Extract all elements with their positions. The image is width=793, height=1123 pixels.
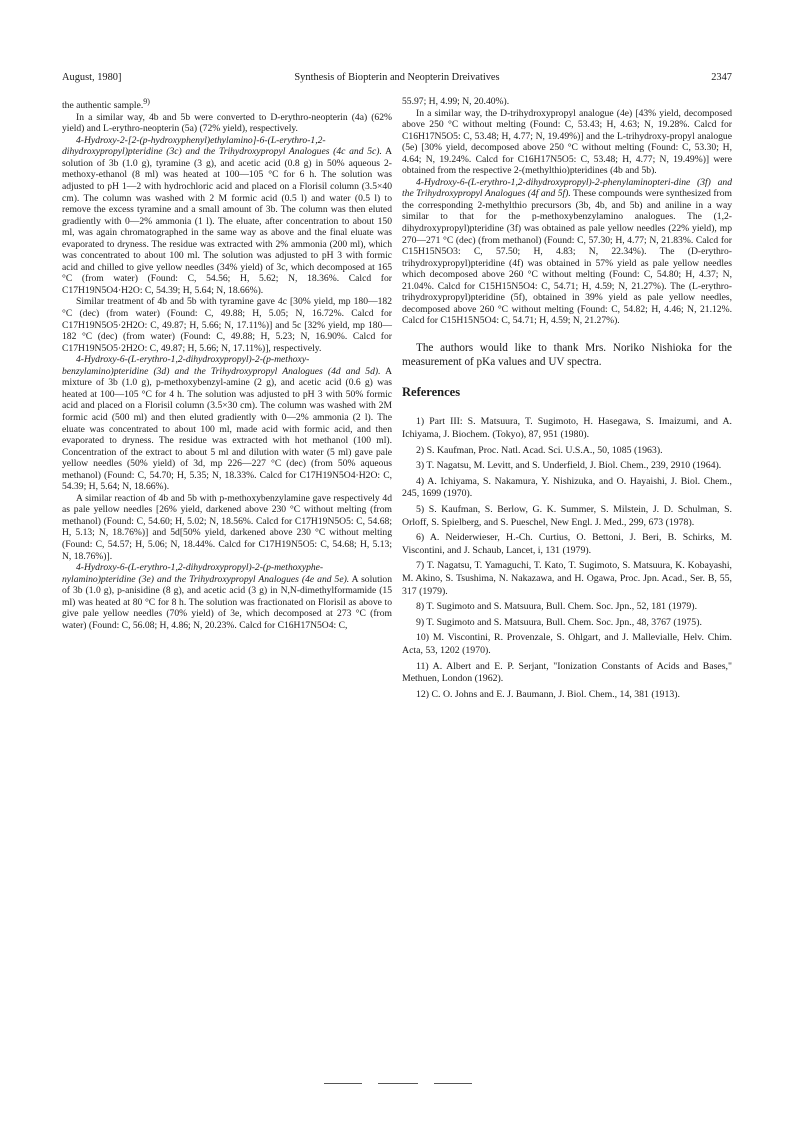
footnote-ref: 9): [143, 97, 150, 106]
reference-item: 11) A. Albert and E. P. Serjant, "Ionization Constants of Acids and Bases," Methuen, London (1962).: [402, 660, 732, 685]
references-heading: References: [402, 384, 461, 399]
running-header: [62, 72, 732, 88]
reference-item: 2) S. Kaufman, Proc. Natl. Acad. Sci. U.S.A., 50, 1085 (1963).: [416, 444, 663, 456]
reference-item: 7) T. Nagatsu, T. Yamaguchi, T. Kato, T. Sugimoto, S. Matsuura, K. Kobayashi, M. Akino, S. Tsushima, N. Nakazawa, and H. Ogawa, Proc. Jpn. Acad., Ser. B, 55, 317 (1979).: [402, 560, 732, 597]
paragraph: In a similar way, 4b and 5b were converted to D-erythro-neopterin (4a) (62% yield) and L-erythro-neopterin (5a) (72% yield), respectively.: [62, 111, 392, 135]
paragraph: In a similar way, the D-trihydroxypropyl analogue (4e) [43% yield, decomposed above 250 °C without melting (Found: C, 53.43; H, 4.63; N, 19.28%. Calcd for C16H17N5O5: C, 53.48; H, 4.77; N, 19.49%)] and the L-trihydroxy-propyl analogue (5e) [30% yield, decomposed above 250 °C without melting (Found: C, 53.30; H, 4.64; N, 19.24%. Calcd for C16H17N5O5: C, 53.48; H, 4.77; N, 19.49%)] were obtained from the respective 2-(methylthio)pteridines (4b and 5b).: [402, 107, 732, 177]
reference-item: 6) A. Neiderwieser, H.-Ch. Curtius, O. Bettoni, J. Beri, B. Schirks, M. Viscontini, and J. Schaub, Lancet, i, 131 (1979).: [402, 532, 732, 556]
reference-item: 5) S. Kaufman, S. Berlow, G. K. Summer, S. Milstein, J. D. Schulman, S. Orloff, S. Spielberg, and S. Pueschel, New Engl. J. Med., 299, 673 (1978).: [402, 504, 732, 528]
section-heading: 4-Hydroxy-6-(L-erythro-1,2-dihydroxypropyl)-2-phenylaminopteri-dine (3f) and the Trihydroxypropyl Analogues (4f and 5f).: [402, 176, 732, 200]
page-number: 2347: [711, 72, 732, 83]
paragraph: 4-Hydroxy-6-(L-erythro-1,2-dihydroxypropyl)-2-(p-methoxy-benzylamino)pteridine (3d) and the Trihydroxypropyl Analogues (4d and 5d). A mixture of 3b (1.0 g), p-methoxybenzyl-amine (2 g), and acetic acid (0.6 g) was heated at 100—105 °C for 4 h. The solution was adjusted to pH 3 with 50% formic acid and placed on a Florisil column (3.5×30 cm). The column was washed with 2M formic acid (500 ml) and then eluted gradiently with 0—2% ammonia (2 l). The eluate was concentrated to about 100 ml, made acid with formic acid, and then evaporated to dryness. The residue was extracted with hot methanol (100 ml). Concentration of the extract to about 5 ml and dilution with water (5 ml) gave pale yellow needles (50% yield) of 3d, mp 226—227 °C (dec) (from 50% aqueous methanol) (Found: C, 54.70; H, 5.35; N, 18.33%. Calcd for C17H19N5O4·H2O: C, 54.39; H, 5.64; N, 18.66%).: [62, 354, 392, 493]
section-heading: 4-Hydroxy-6-(L-erythro-1,2-dihydroxypropyl)-2-(p-methoxy-benzylamino)pteridine (3d) and the Trihydroxypropyl Analogues (4d and 5d).: [62, 354, 381, 377]
reference-item: 3) T. Nagatsu, M. Levitt, and S. Underfield, J. Biol. Chem., 239, 2910 (1964).: [416, 460, 722, 472]
section-heading: 4-Hydroxy-6-(L-erythro-1,2-dihydroxypropyl)-2-(p-methoxyphe-nylamino)pteridine (3e) and the Trihydroxypropyl Analogues (4e and 5e).: [62, 562, 350, 585]
paragraph: A similar reaction of 4b and 5b with p-methoxybenzylamine gave respectively 4d as pale yellow needles [26% yield, darkened above 230 °C without melting (from methanol) (Found: C, 54.60; H, 5.02; N, 18.56%. Calcd for C17H19N5O5: C, 54.68; H, 5.13; N, 18.76%)] and 5d[50% yield, darkened above 230 °C without melting (Found: C, 54.57; H, 5.06; N, 18.44%. Calcd for C17H19N5O5: C, 54.68; H, 5.13; N, 18.76%)].: [62, 492, 392, 562]
running-title: Synthesis of Biopterin and Neopterin Dreivatives: [294, 72, 500, 83]
reference-item: 1) Part III: S. Matsuura, T. Sugimoto, H. Hasegawa, S. Imaizumi, and A. Ichiyama, J. Biochem. (Tokyo), 87, 951 (1980).: [402, 416, 732, 441]
left-column: [62, 96, 392, 631]
reference-item: 12) C. O. Johns and E. J. Baumann, J. Biol. Chem., 14, 381 (1913).: [416, 688, 680, 700]
reference-item: 8) T. Sugimoto and S. Matsuura, Bull. Chem. Soc. Jpn., 52, 181 (1979).: [416, 601, 698, 613]
paragraph: 4-Hydroxy-6-(L-erythro-1,2-dihydroxypropyl)-2-phenylaminopteri-dine (3f) and the Trihydroxypropyl Analogues (4f and 5f). These compounds were synthesized from the corresponding 2-methylthio precursors (3b, 4b, and 5b) and aniline in a way similar to that for the p-methoxybenzylamino analogues. The (1,2-dihydroxypropyl)pteridine (3f) was obtained as pale yellow needles (22% yield), mp 270—271 °C (dec) (from methanol) (Found: C, 57.30; H, 4.77; N, 21.83%. Calcd for C15H15N5O3: C, 57.50; H, 4.83; N, 22.34%). The (D-erythro-trihydroxypropyl)pteridine (4f) was obtained in 57% yield as pale yellow needles which decomposed above 260 °C without melting (Found: C, 54.80; H, 4.37; N, 21.04%. Calcd for C15H15N5O4: C, 54.71; H, 4.59; N, 21.27%). The (L-erythro-trihydroxypropyl)pteridine (5f), obtained in 39% yield as pale yellow needles, decomposed above 260 °C without melting (Found: C, 54.82; H, 4.46; N, 21.12%. Calcd for C15H15N5O4: C, 54.71; H, 4.59; N, 21.27%).: [402, 176, 732, 327]
paragraph: 55.97; H, 4.99; N, 20.40%).: [402, 96, 510, 107]
reference-item: 10) M. Viscontini, R. Provenzale, S. Ohlgart, and J. Mallevialle, Helv. Chim. Acta, 53, 1202 (1970).: [402, 632, 732, 656]
section-heading: 4-Hydroxy-2-[2-(p-hydroxyphenyl)ethylamino]-6-(L-erythro-1,2-dihydroxypropyl)pteridine (3c) and the Trihydroxypropyl Analogues (4c and 5c).: [62, 134, 382, 158]
paragraph: Similar treatment of 4b and 5b with tyramine gave 4c [30% yield, mp 180—182 °C (dec) (from water) (Found: C, 49.88; H, 5.05; N, 16.72%. Calcd for C17H19N5O5·2H2O: C, 49.87; H, 5.66; N, 17.11%)] and 5c [32% yield, mp 180—182 °C (dec) (from water) (Found: C, 49.88; H, 5.23; N, 16.90%. Calcd for C17H19N5O5·2H2O: C, 49.87; H, 5.66; N, 17.11%)], respectively.: [62, 296, 392, 354]
paragraph: 4-Hydroxy-6-(L-erythro-1,2-dihydroxypropyl)-2-(p-methoxyphe-nylamino)pteridine (3e) and the Trihydroxypropyl Analogues (4e and 5e). A solution of 3b (1.0 g), p-anisidine (8 g), and acetic acid (3 g) in N,N-dimethylformamide (15 ml) was heated at 80 °C for 8 h. The solution was fractionated on Florisil as above to give pale yellow needles (70% yield) of 3e, which decomposed at 273 °C (from water) (Found: C, 56.08; H, 4.86; N, 20.23%. Calcd for C16H17N5O4: C,: [62, 562, 392, 631]
paragraph: 4-Hydroxy-2-[2-(p-hydroxyphenyl)ethylamino]-6-(L-erythro-1,2-dihydroxypropyl)pteridine (3c) and the Trihydroxypropyl Analogues (4c and 5c). A solution of 3b (1.0 g), tyramine (3 g), and acetic acid (0.8 g) in 50% aqueous 2-methoxy-ethanol (8 ml) was heated at 100—105 °C for 6 h. The solution was adjusted to pH 1—2 with hydrochloric acid and placed on a Florisil column (3.5×40 cm). The column was washed with 2 M formic acid (0.5 l) and water (0.5 l) to remove the excess tyramine and a small amount of 3b. The column was then eluted gradiently with 0—2% ammonia (1 l). The eluate, after concentration to about 150 ml, was again chromatographed in the same way as above and the final eluate was evaporated to dryness. The residue was extracted with 2% ammonia (200 ml), which was concentrated to about 100 ml. The solution was adjusted to pH 3 with formic acid and chilled to give yellow needles (34% yield) of 3c, which decomposed at 165 °C (from water) (Found: C, 54.56; H, 5.62; N, 18.36%. Calcd for C17H19N5O4·H2O: C, 54.39; H, 5.64; N, 18.66%).: [62, 134, 392, 296]
acknowledgement: The authors would like to thank Mrs. Noriko Nishioka for the measurement of pKa values and UV spectra.: [402, 341, 732, 368]
right-column: [402, 96, 732, 704]
reference-item: 9) T. Sugimoto and S. Matsuura, Bull. Chem. Soc. Jpn., 48, 3767 (1975).: [416, 616, 702, 628]
paragraph: the authentic sample.$^{9)}$: [62, 97, 150, 112]
reference-item: 4) A. Ichiyama, S. Nakamura, Y. Nishizuka, and O. Hayaishi, J. Biol. Chem., 245, 1699 (1970).: [402, 475, 732, 500]
journal-date: August, 1980]: [62, 72, 122, 83]
